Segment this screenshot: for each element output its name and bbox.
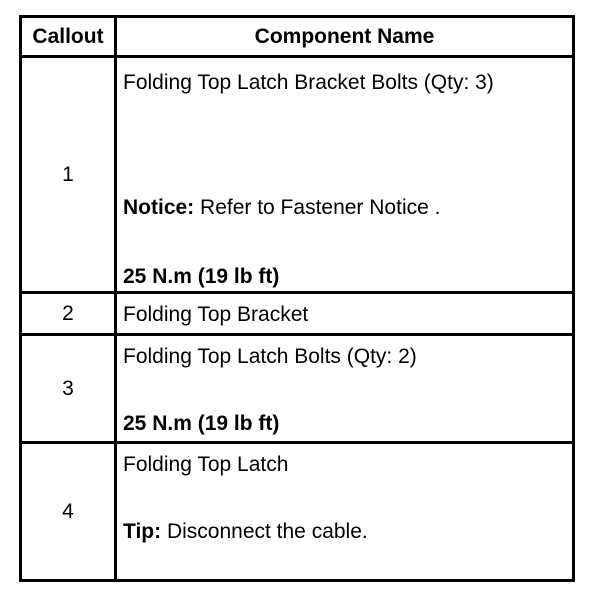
component-name: Folding Top Latch Bolts (Qty: 2) [123, 345, 417, 368]
table-header-row [22, 18, 572, 55]
notice-line [123, 197, 440, 218]
tip-text: Disconnect the cable. [161, 520, 368, 543]
notice-text: Refer to Fastener Notice . [194, 196, 441, 219]
table-row [22, 333, 572, 441]
row-component-cell [117, 58, 572, 291]
row-callout: 4 [22, 444, 117, 579]
row-component-cell [117, 444, 572, 579]
table-row [22, 441, 572, 579]
torque-spec: 25 N.m (19 lb ft) [123, 265, 280, 288]
component-name: Folding Top Latch [123, 453, 289, 476]
row-callout: 3 [22, 336, 117, 441]
tip-line [123, 521, 368, 542]
row-component-cell [117, 294, 572, 333]
header-component-name: Component Name [254, 24, 435, 48]
row-component-cell [117, 336, 572, 441]
row-callout: 1 [22, 58, 117, 291]
header-callout: Callout [22, 18, 117, 55]
notice-label: Notice: [123, 196, 195, 219]
component-name: Folding Top Bracket [123, 303, 309, 326]
row-callout: 2 [22, 294, 117, 333]
component-table [19, 15, 575, 582]
component-name: Folding Top Latch Bracket Bolts (Qty: 3) [123, 71, 494, 94]
table-row [22, 291, 572, 333]
table-row [22, 55, 572, 291]
torque-spec: 25 N.m (19 lb ft) [123, 412, 280, 435]
tip-label: Tip: [123, 520, 162, 543]
